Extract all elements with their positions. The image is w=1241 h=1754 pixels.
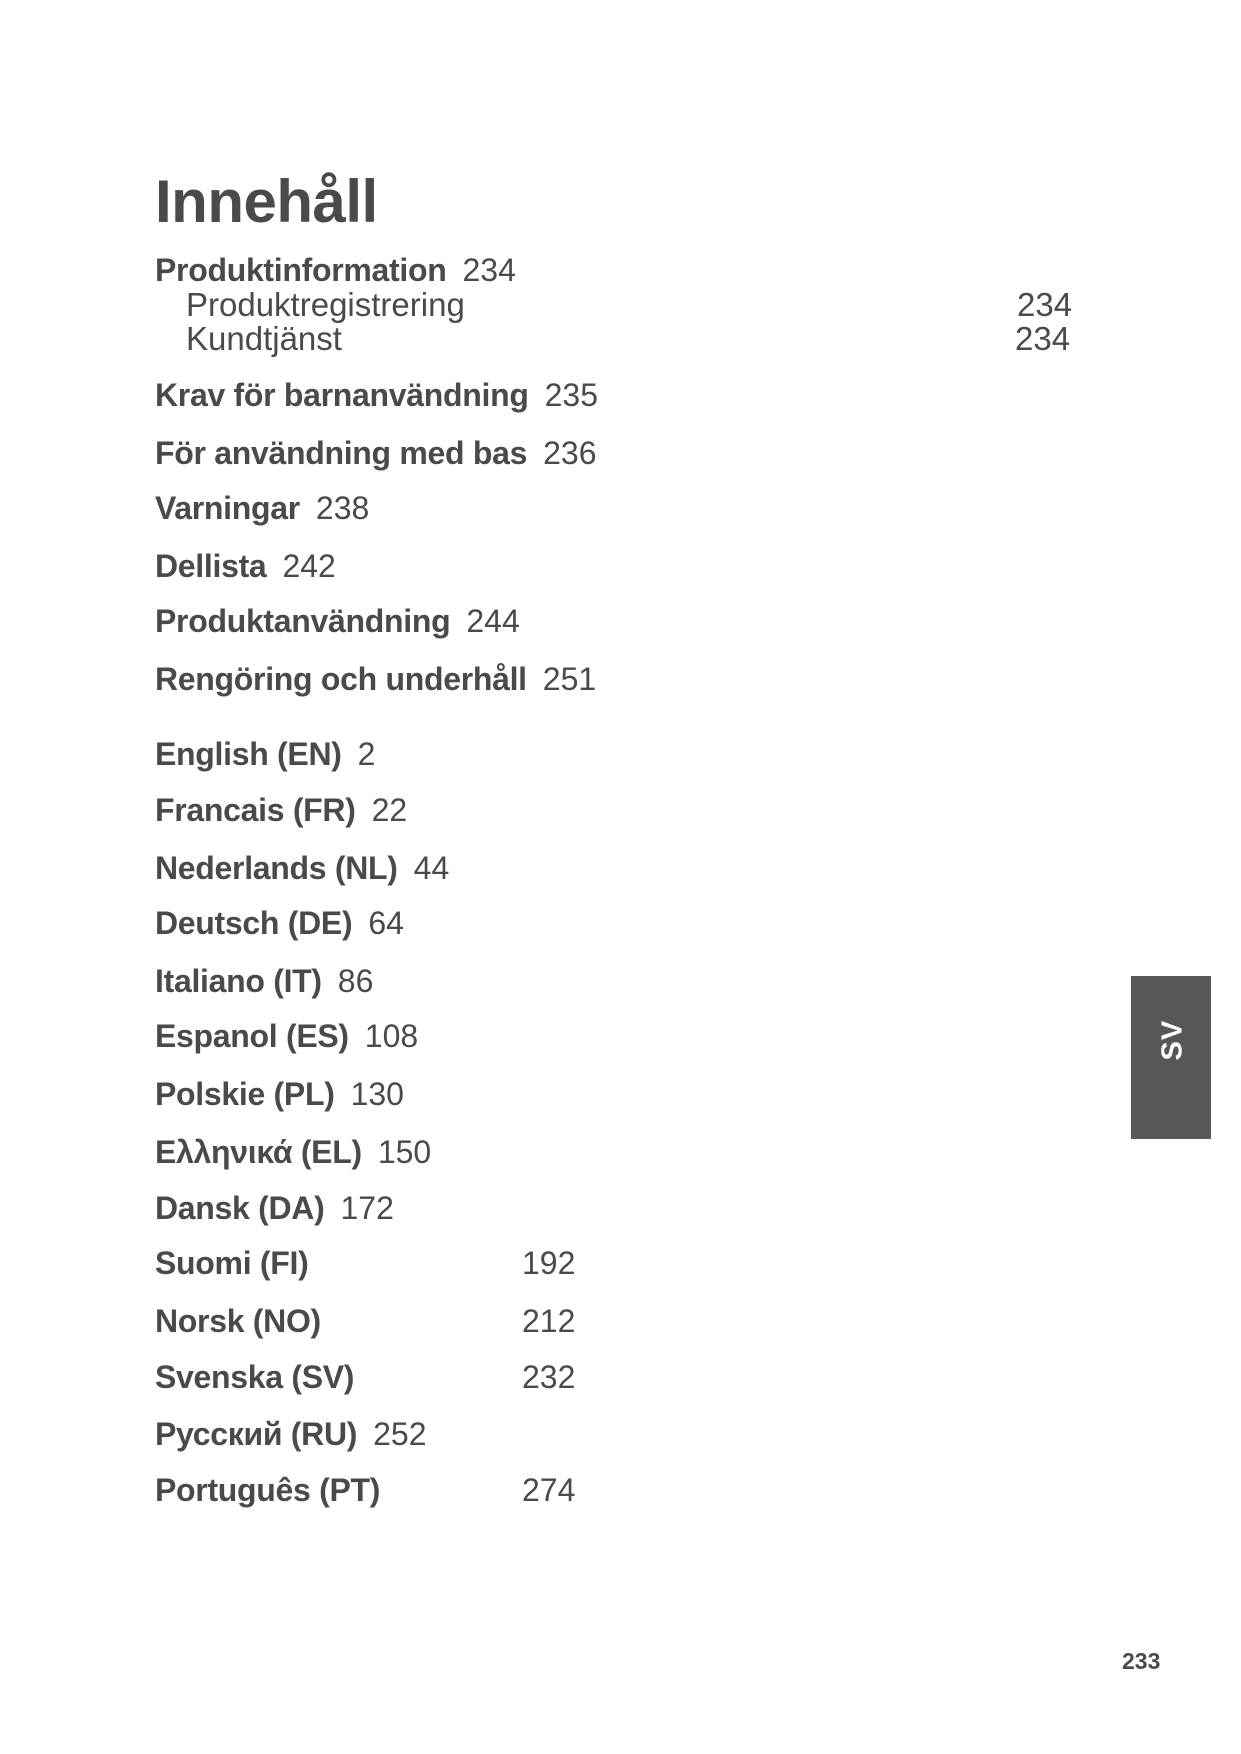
language-entry-label: Francais (FR) — [155, 792, 356, 828]
toc-entry-label: För användning med bas — [155, 435, 528, 471]
language-entry-page: 130 — [350, 1076, 404, 1112]
language-entry-de[interactable] — [155, 907, 404, 939]
toc-subentry-produktregistrering[interactable] — [186, 288, 465, 321]
toc-entry-label: Produktinformation — [155, 252, 447, 288]
language-entry-page: 232 — [522, 1359, 576, 1395]
language-entry-ru[interactable] — [155, 1418, 427, 1450]
language-entry-fr[interactable] — [155, 794, 407, 826]
language-entry-es[interactable] — [155, 1020, 418, 1052]
language-entry-da[interactable] — [155, 1192, 394, 1224]
toc-entry-krav[interactable] — [155, 379, 598, 411]
toc-subentry-label: Produktregistrering — [186, 286, 465, 323]
language-entry-page: 44 — [413, 850, 450, 886]
toc-subentry-label: Kundtjänst — [186, 320, 342, 357]
language-entry-page: 86 — [337, 963, 374, 999]
language-entry-it[interactable] — [155, 965, 373, 997]
language-entry-page: 274 — [522, 1472, 576, 1508]
language-entry-label: Deutsch (DE) — [155, 905, 353, 941]
language-entry-page: 192 — [522, 1245, 576, 1281]
language-entry-page: 64 — [368, 905, 404, 941]
toc-entry-page: 235 — [544, 377, 598, 413]
toc-entry-label: Dellista — [155, 548, 267, 584]
toc-entry-produktinformation[interactable] — [155, 254, 516, 286]
toc-entry-label: Produktanvändning — [155, 603, 451, 639]
toc-entry-label: Varningar — [155, 490, 300, 526]
language-entry-sv[interactable] — [155, 1361, 755, 1393]
toc-title: Innehåll — [155, 168, 378, 235]
language-entry-page: 108 — [364, 1018, 419, 1054]
toc-entry-page: 244 — [466, 603, 520, 639]
toc-entry-page: 234 — [462, 252, 516, 288]
toc-entry-dellista[interactable] — [155, 550, 336, 582]
language-entry-label: Espanol (ES) — [155, 1018, 349, 1054]
language-entry-label: Polskie (PL) — [155, 1076, 335, 1112]
language-entry-label: Suomi (FI) — [155, 1245, 309, 1281]
toc-entry-varningar[interactable] — [155, 492, 369, 524]
language-entry-pt[interactable] — [155, 1474, 755, 1506]
toc-entry-rengoring[interactable] — [155, 663, 596, 695]
language-entry-pl[interactable] — [155, 1078, 404, 1110]
language-entry-label: Dansk (DA) — [155, 1190, 325, 1226]
language-entry-page: 212 — [522, 1303, 576, 1339]
language-entry-page: 2 — [357, 736, 376, 772]
language-entry-page: 252 — [373, 1416, 427, 1452]
language-entry-label: Svenska (SV) — [155, 1359, 355, 1395]
language-entry-label: Ελληνικά (EL) — [155, 1134, 362, 1170]
toc-subentry-page: 234 — [1017, 286, 1073, 323]
toc-entry-page: 251 — [542, 661, 597, 697]
toc-entry-produktanvandning[interactable] — [155, 605, 520, 637]
language-entry-page: 172 — [340, 1190, 394, 1226]
language-entry-no[interactable] — [155, 1305, 755, 1337]
language-entry-label: Português (PT) — [155, 1472, 381, 1508]
language-entry-el[interactable] — [155, 1136, 431, 1168]
language-entry-en[interactable] — [155, 738, 375, 770]
language-entry-fi[interactable] — [155, 1247, 755, 1279]
language-entry-nl[interactable] — [155, 852, 449, 884]
toc-entry-page: 238 — [315, 490, 370, 526]
toc-subentry-page: 234 — [1015, 320, 1071, 357]
toc-subentry-kundtjanst[interactable] — [186, 322, 342, 355]
page-number: 233 — [1122, 1648, 1161, 1674]
toc-entry-page: 242 — [282, 548, 336, 584]
language-tab-label: SV — [1156, 1019, 1189, 1061]
language-entry-page: 150 — [377, 1134, 432, 1170]
language-entry-label: Norsk (NO) — [155, 1303, 321, 1339]
language-entry-label: Русский (RU) — [155, 1416, 358, 1452]
toc-entry-label: Rengöring och underhåll — [155, 661, 527, 697]
toc-entry-page: 236 — [543, 435, 597, 471]
language-entry-label: Nederlands (NL) — [155, 850, 398, 886]
toc-entry-bas[interactable] — [155, 437, 597, 469]
toc-entry-label: Krav för barnanvändning — [155, 377, 529, 413]
language-entry-page: 22 — [371, 792, 408, 828]
language-entry-label: English (EN) — [155, 736, 342, 772]
language-tab[interactable] — [1131, 976, 1211, 1139]
language-entry-label: Italiano (IT) — [155, 963, 322, 999]
